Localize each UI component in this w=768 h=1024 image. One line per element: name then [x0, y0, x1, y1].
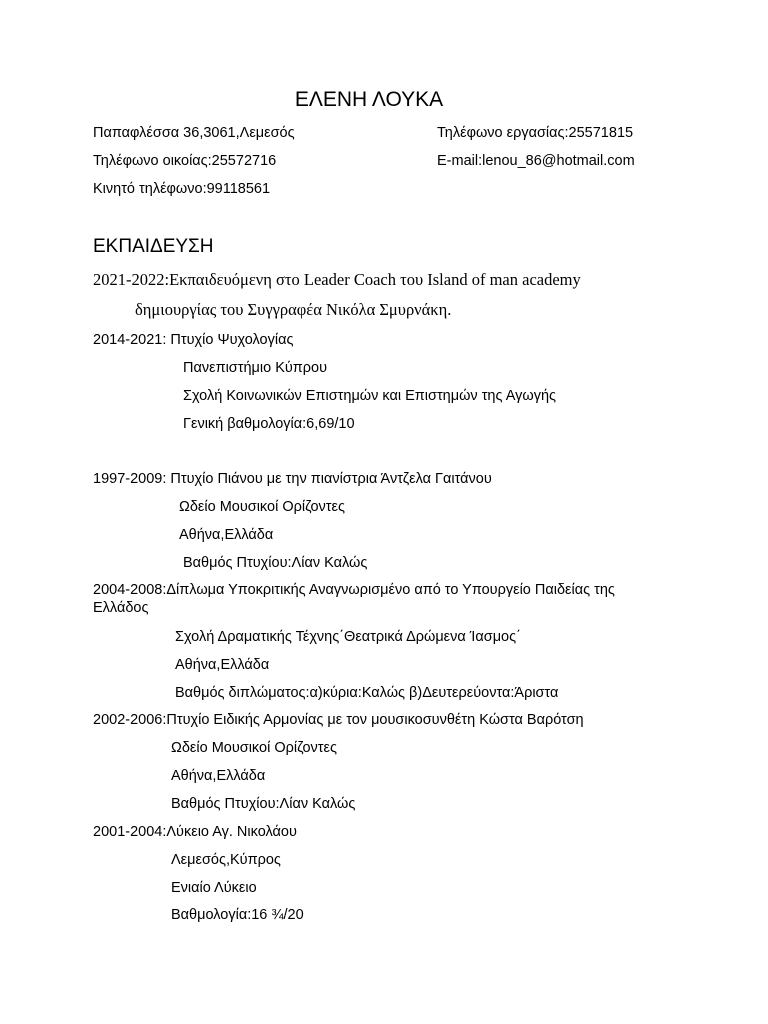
work-phone: Τηλέφωνο εργασίας:25571815 [437, 125, 634, 141]
education-entry-title: 2002-2006:Πτυχίο Ειδικής Αρμονίας με τον μουσικοσυνθέτη Κώστα Βαρότση [93, 712, 584, 728]
education-entry-detail: Αθήνα,Ελλάδα [179, 527, 274, 543]
education-entry-detail: δημιουργίας του Συγγραφέα Νικόλα Σμυρνάκη. [135, 300, 452, 319]
education-entry-detail: Αθήνα,Ελλάδα [175, 657, 270, 673]
mobile-phone: Κινητό τηλέφωνο:99118561 [93, 181, 271, 197]
address: Παπαφλέσσα 36,3061,Λεμεσός [93, 125, 295, 141]
education-entry-detail: Σχολή Δραματικής Τέχνης΄Θεατρικά Δρώμενα Ίασμος΄ [175, 629, 521, 645]
education-entry-detail: Ωδείο Μουσικοί Ορίζοντες [171, 740, 337, 756]
home-phone: Τηλέφωνο οικοίας:25572716 [93, 153, 277, 169]
education-entry-detail: Ωδείο Μουσικοί Ορίζοντες [179, 499, 345, 515]
education-entry-title: 2004-2008:Δίπλωμα Υποκριτικής Αναγνωρισμένο από το Υπουργείο Παιδείας της Ελλάδος [93, 582, 615, 616]
education-entry-detail: Αθήνα,Ελλάδα [171, 768, 266, 784]
education-entry-detail: Ενιαίο Λύκειο [171, 880, 257, 896]
education-entry-title: 2014-2021: Πτυχίο Ψυχολογίας [93, 332, 294, 348]
education-entry-title: 2001-2004:Λύκειο Αγ. Νικολάου [93, 824, 297, 840]
education-heading: ΕΚΠΑΙΔΕΥΣΗ [93, 236, 214, 257]
education-entry-detail: Βαθμολογία:16 ¾/20 [171, 907, 304, 923]
education-entry-detail: Βαθμός Πτυχίου:Λίαν Καλώς [183, 555, 368, 571]
education-entry-detail: Σχολή Κοινωνικών Επιστημών και Επιστημών της Αγωγής [183, 388, 556, 404]
applicant-name: ΕΛΕΝΗ ΛΟΥΚΑ [294, 88, 444, 111]
education-entry-detail: Λεμεσός,Κύπρος [171, 852, 281, 868]
education-entry-detail: Πανεπιστήμιο Κύπρου [183, 360, 328, 376]
email: E-mail:lenou_86@hotmail.com [437, 153, 635, 169]
education-entry-title: 2021-2022:Εκπαιδευόμενη στο Leader Coach του Island of man academy [93, 270, 581, 289]
education-entry-title: 1997-2009: Πτυχίο Πιάνου με την πιανίστρια Άντζελα Γαιτάνου [93, 471, 492, 487]
education-entry-detail: Βαθμός Πτυχίου:Λίαν Καλώς [171, 796, 356, 812]
education-entry-detail: Γενική βαθμολογία:6,69/10 [183, 416, 355, 432]
education-entry-detail: Βαθμός διπλώματος:α)κύρια:Καλώς β)Δευτερεύοντα:Άριστα [175, 685, 559, 701]
